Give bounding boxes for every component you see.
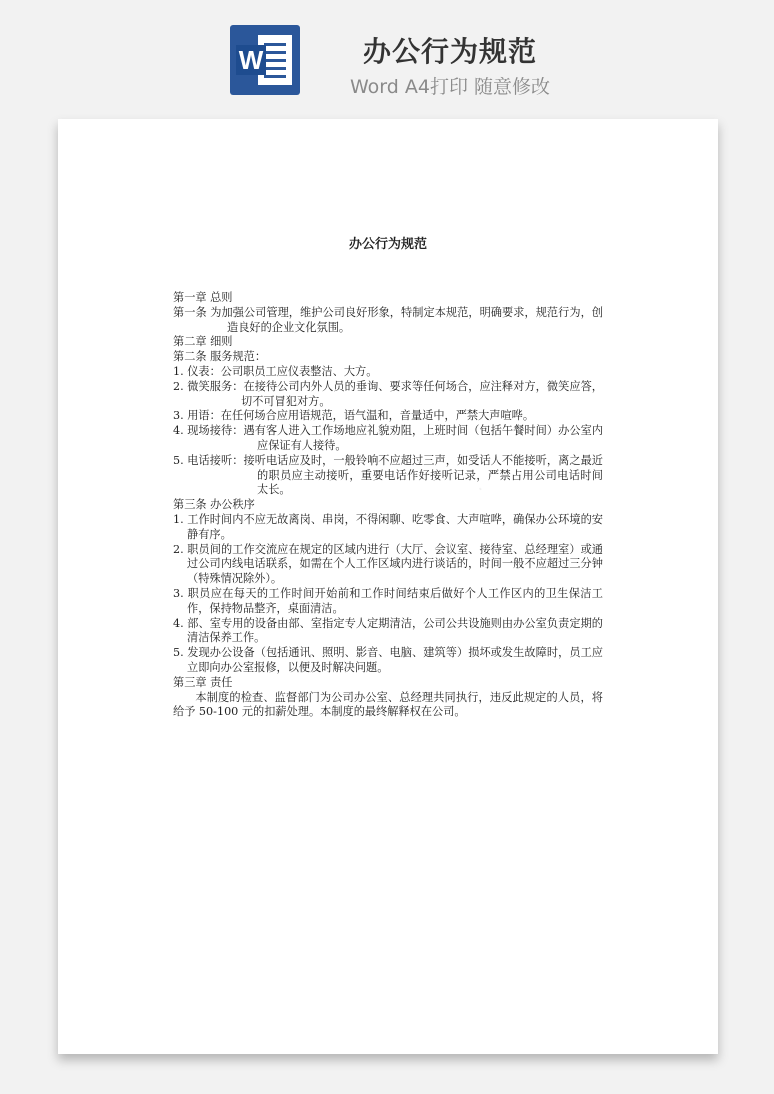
document-line: 4. 部、室专用的设备由部、室指定专人定期清洁，公司公共设施则由办公室负责定期的清洁保养工作。 bbox=[173, 616, 603, 645]
document-title: 办公行为规范 bbox=[348, 237, 427, 252]
document-line: 本制度的检查、监督部门为公司办公室、总经理共同执行，违反此规定的人员，将给予 50-100 元的扣薪处理。本制度的最终解释权在公司。 bbox=[173, 690, 603, 719]
document-body bbox=[173, 291, 603, 720]
header-subtitle: Word A4打印 随意修改 bbox=[349, 76, 550, 98]
document-line: 第一条 为加强公司管理，维护公司良好形象，特制定本规范，明确要求，规范行为，创造良好的企业文化氛围。 bbox=[173, 305, 603, 334]
document-line: 第三章 责任 bbox=[173, 675, 233, 689]
document-line: 1. 工作时间内不应无故离岗、串岗，不得闲聊、吃零食、大声喧哗，确保办公环境的安静有序。 bbox=[173, 512, 603, 541]
document-line: 5. 电话接听：接听电话应及时，一般铃响不应超过三声，如受话人不能接听，离之最近的职员应主动接听，重要电话作好接听记录，严禁占用公司电话时间太长。 bbox=[173, 453, 603, 497]
document-page bbox=[58, 119, 718, 1054]
word-icon-letter: W bbox=[236, 45, 266, 75]
document-line: 4. 现场接待：遇有客人进入工作场地应礼貌劝阻，上班时间（包括午餐时间）办公室内应保证有人接待。 bbox=[173, 424, 603, 452]
document-line: 3. 职员应在每天的工作时间开始前和工作时间结束后做好个人工作区内的卫生保洁工作，保持物品整齐，桌面清洁。 bbox=[173, 586, 603, 615]
watermark: · bbox=[471, 480, 491, 499]
document-line: 2. 职员间的工作交流应在规定的区域内进行（大厅、会议室、接待室、总经理室）或通过公司内线电话联系，如需在个人工作区域内进行谈话的，时间一般不应超过三分钟（特殊情况除外）。 bbox=[173, 542, 603, 586]
document-line: 第二条 服务规范： bbox=[173, 350, 267, 364]
document-line: 2. 微笑服务：在接待公司内外人员的垂询、要求等任何场合，应注释对方，微笑应答，切不可冒犯对方。 bbox=[173, 379, 603, 408]
document-line: 第三条 办公秩序 bbox=[173, 498, 255, 512]
page-header bbox=[0, 0, 774, 110]
word-icon bbox=[230, 25, 300, 95]
document-line: 3. 用语：在任何场合应用语规范，语气温和，音量适中，严禁大声喧哗。 bbox=[173, 409, 535, 423]
document-line: 5. 发现办公设备（包括通讯、照明、影音、电脑、建筑等）损坏或发生故障时，员工应立即向办公室报修，以便及时解决问题。 bbox=[173, 646, 603, 674]
header-title: 办公行为规范 bbox=[362, 35, 537, 68]
document-line: 第一章 总则 bbox=[173, 291, 233, 304]
document-line: 1. 仪表：公司职员工应仪表整洁、大方。 bbox=[173, 364, 378, 378]
document-line: 第二章 细则 bbox=[173, 335, 233, 349]
